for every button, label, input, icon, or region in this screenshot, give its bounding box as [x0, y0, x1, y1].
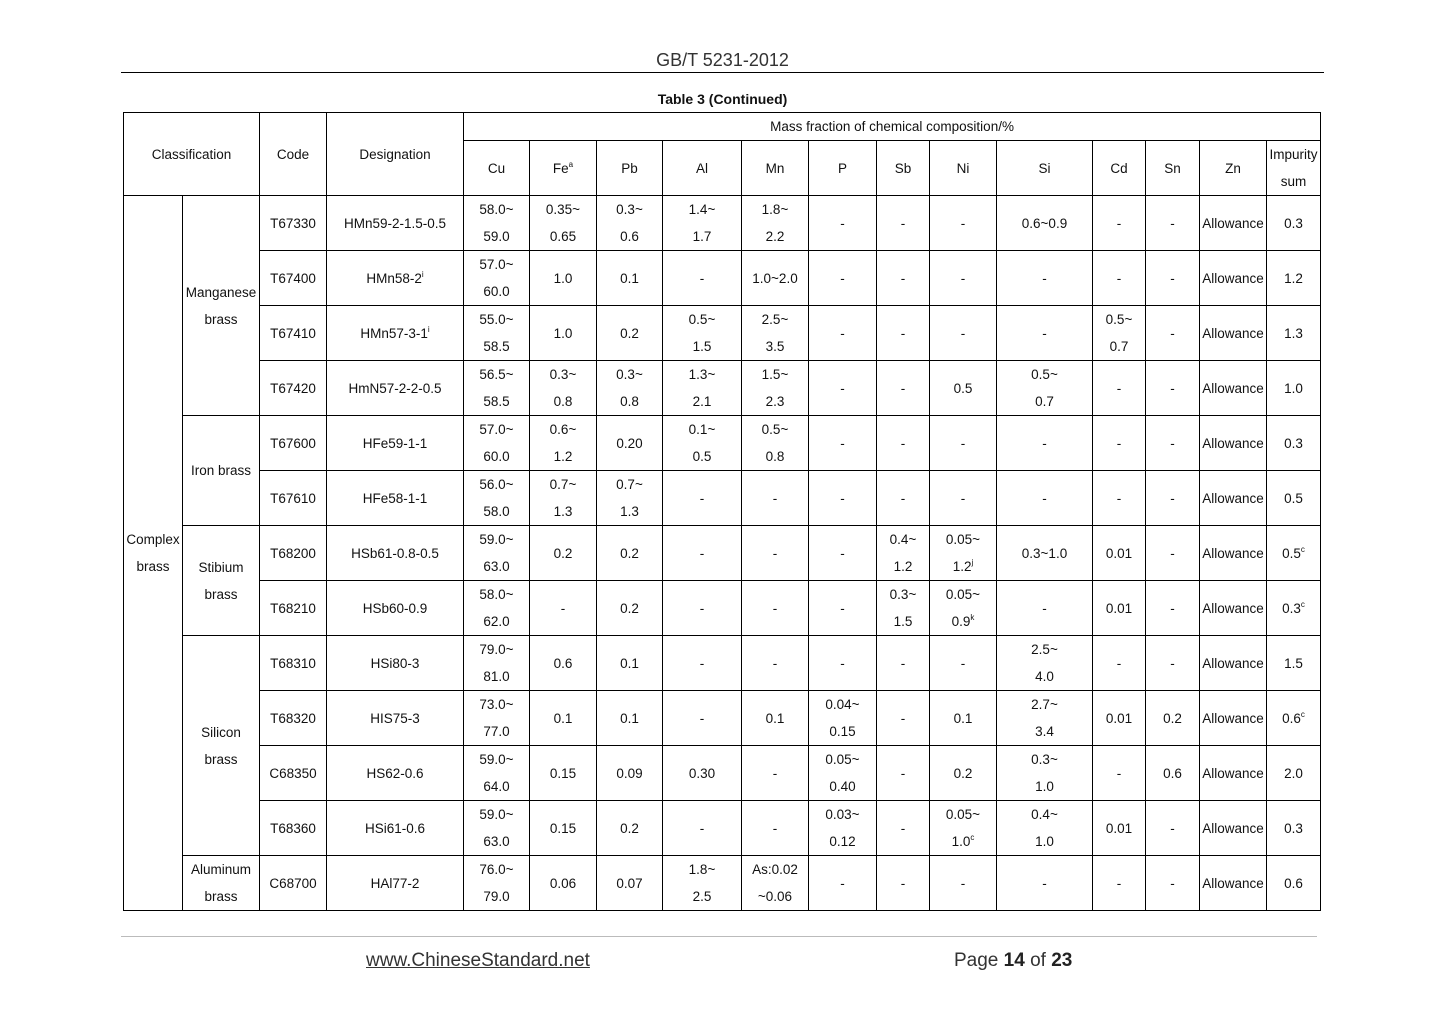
impurity-cell: 0.3$^c$ [1267, 581, 1321, 636]
zn-cell: Allowance [1200, 251, 1267, 306]
si-cell: 2.5~ 4.0 [997, 636, 1093, 691]
cu-cell: 59.0~ 63.0 [464, 526, 530, 581]
pb-cell: 0.1 [597, 691, 663, 746]
code-cell: C68700 [260, 856, 327, 911]
p-cell: 0.04~ 0.15 [809, 691, 877, 746]
fe-cell: - [530, 581, 597, 636]
zn-cell: Allowance [1200, 361, 1267, 416]
header-sn: Sn [1146, 141, 1200, 196]
cu-cell: 57.0~ 60.0 [464, 251, 530, 306]
code-cell: T68210 [260, 581, 327, 636]
cd-cell: - [1093, 471, 1146, 526]
header-rule [121, 72, 1324, 73]
header-impurity: Impurity sum [1267, 141, 1321, 196]
cd-cell: 0.01 [1093, 801, 1146, 856]
si-cell: - [997, 581, 1093, 636]
impurity-cell: 0.6 [1267, 856, 1321, 911]
impurity-cell: 0.5$^c$ [1267, 526, 1321, 581]
impurity-cell: 0.3 [1267, 801, 1321, 856]
p-cell: - [809, 471, 877, 526]
cu-cell: 57.0~ 60.0 [464, 416, 530, 471]
mn-cell: - [742, 746, 809, 801]
designation-cell: HMn59-2-1.5-0.5 [327, 196, 464, 251]
page-indicator: Page 14 of 23 [954, 950, 1073, 971]
website-link[interactable]: www.ChineseStandard.net [366, 950, 590, 971]
al-cell: - [663, 691, 742, 746]
mn-cell: - [742, 526, 809, 581]
header-cd: Cd [1093, 141, 1146, 196]
footer-rule [121, 936, 1317, 937]
header-cu: Cu [464, 141, 530, 196]
al-cell: - [663, 636, 742, 691]
cd-cell: 0.01 [1093, 691, 1146, 746]
zn-cell: Allowance [1200, 581, 1267, 636]
zn-cell: Allowance [1200, 306, 1267, 361]
header-al: Al [663, 141, 742, 196]
cd-cell: - [1093, 636, 1146, 691]
sb-cell: - [877, 471, 930, 526]
designation-cell: HMn58-2$^i$ [327, 251, 464, 306]
zn-cell: Allowance [1200, 856, 1267, 911]
group-stibium-brass: Stibium brass [183, 526, 260, 636]
table-row [124, 691, 1321, 746]
cu-cell: 58.0~ 59.0 [464, 196, 530, 251]
sn-cell: - [1146, 251, 1200, 306]
mn-cell: - [742, 801, 809, 856]
zn-cell: Allowance [1200, 636, 1267, 691]
si-cell: 0.4~ 1.0 [997, 801, 1093, 856]
header-mn: Mn [742, 141, 809, 196]
document-id: GB/T 5231-2012 [656, 50, 789, 70]
mn-cell: - [742, 581, 809, 636]
cd-cell: - [1093, 856, 1146, 911]
p-cell: - [809, 856, 877, 911]
designation-cell: HSb61-0.8-0.5 [327, 526, 464, 581]
cd-cell: 0.01 [1093, 526, 1146, 581]
fe-cell: 0.6~ 1.2 [530, 416, 597, 471]
group-silicon-brass: Silicon brass [183, 636, 260, 856]
header-code: Code [260, 113, 327, 196]
fe-cell: 1.0 [530, 251, 597, 306]
cu-cell: 59.0~ 63.0 [464, 801, 530, 856]
pb-cell: 0.1 [597, 636, 663, 691]
p-cell: - [809, 196, 877, 251]
sb-cell: - [877, 251, 930, 306]
code-cell: T68310 [260, 636, 327, 691]
table-row [124, 581, 1321, 636]
pb-cell: 0.07 [597, 856, 663, 911]
p-cell: - [809, 361, 877, 416]
code-cell: T67410 [260, 306, 327, 361]
si-cell: - [997, 416, 1093, 471]
al-cell: 0.30 [663, 746, 742, 801]
cd-cell: 0.01 [1093, 581, 1146, 636]
designation-cell: HSi80-3 [327, 636, 464, 691]
fe-cell: 1.0 [530, 306, 597, 361]
impurity-cell: 0.5 [1267, 471, 1321, 526]
pb-cell: 0.2 [597, 801, 663, 856]
sb-cell: - [877, 746, 930, 801]
sb-cell: - [877, 856, 930, 911]
table-row [124, 856, 1321, 911]
sb-cell: 0.4~ 1.2 [877, 526, 930, 581]
sb-cell: - [877, 636, 930, 691]
header-pb: Pb [597, 141, 663, 196]
zn-cell: Allowance [1200, 746, 1267, 801]
sn-cell: - [1146, 416, 1200, 471]
ni-cell: 0.05~ 0.9$^k$ [930, 581, 997, 636]
table-row [124, 636, 1321, 691]
al-cell: 1.4~ 1.7 [663, 196, 742, 251]
sb-cell: - [877, 361, 930, 416]
designation-cell: HSi61-0.6 [327, 801, 464, 856]
pb-cell: 0.1 [597, 251, 663, 306]
cd-cell: - [1093, 251, 1146, 306]
fe-cell: 0.2 [530, 526, 597, 581]
designation-cell: HmN57-2-2-0.5 [327, 361, 464, 416]
header-zn: Zn [1200, 141, 1267, 196]
p-cell: - [809, 306, 877, 361]
sn-cell: - [1146, 306, 1200, 361]
code-cell: T68200 [260, 526, 327, 581]
pb-cell: 0.09 [597, 746, 663, 801]
si-cell: - [997, 306, 1093, 361]
ni-cell: - [930, 416, 997, 471]
designation-cell: HSb60-0.9 [327, 581, 464, 636]
al-cell: 0.5~ 1.5 [663, 306, 742, 361]
fe-cell: 0.3~ 0.8 [530, 361, 597, 416]
zn-cell: Allowance [1200, 196, 1267, 251]
sb-cell: - [877, 416, 930, 471]
al-cell: - [663, 251, 742, 306]
sn-cell: 0.2 [1146, 691, 1200, 746]
table-row [124, 526, 1321, 581]
mn-cell: 1.8~ 2.2 [742, 196, 809, 251]
mn-cell: 2.5~ 3.5 [742, 306, 809, 361]
code-cell: T67400 [260, 251, 327, 306]
fe-cell: 0.15 [530, 801, 597, 856]
pb-cell: 0.2 [597, 581, 663, 636]
al-cell: - [663, 801, 742, 856]
code-cell: T67610 [260, 471, 327, 526]
impurity-cell: 0.3 [1267, 196, 1321, 251]
sn-cell: - [1146, 636, 1200, 691]
p-cell: - [809, 636, 877, 691]
ni-cell: 0.2 [930, 746, 997, 801]
group-iron-brass: Iron brass [183, 416, 260, 526]
table-row [124, 251, 1321, 306]
table-row [124, 471, 1321, 526]
code-cell: T67330 [260, 196, 327, 251]
mn-cell: - [742, 636, 809, 691]
header-mass-fraction: Mass fraction of chemical composition/% [464, 113, 1321, 141]
impurity-cell: 0.6$^c$ [1267, 691, 1321, 746]
header-p: P [809, 141, 877, 196]
pb-cell: 0.3~ 0.6 [597, 196, 663, 251]
sb-cell: - [877, 306, 930, 361]
ni-cell: 0.1 [930, 691, 997, 746]
si-cell: 0.6~0.9 [997, 196, 1093, 251]
composition-table [123, 112, 1321, 911]
zn-cell: Allowance [1200, 801, 1267, 856]
cd-cell: - [1093, 196, 1146, 251]
code-cell: T68360 [260, 801, 327, 856]
sn-cell: 0.6 [1146, 746, 1200, 801]
code-cell: T68320 [260, 691, 327, 746]
impurity-cell: 0.3 [1267, 416, 1321, 471]
impurity-cell: 1.5 [1267, 636, 1321, 691]
cu-cell: 56.5~ 58.5 [464, 361, 530, 416]
header-fe: Fe$^a$ [530, 141, 597, 196]
ni-cell: - [930, 471, 997, 526]
ni-cell: 0.05~ 1.0$^c$ [930, 801, 997, 856]
si-cell: - [997, 471, 1093, 526]
table-row [124, 416, 1321, 471]
sn-cell: - [1146, 581, 1200, 636]
sn-cell: - [1146, 471, 1200, 526]
fe-cell: 0.15 [530, 746, 597, 801]
al-cell: 1.8~ 2.5 [663, 856, 742, 911]
p-cell: - [809, 581, 877, 636]
pb-cell: 0.3~ 0.8 [597, 361, 663, 416]
cd-cell: - [1093, 361, 1146, 416]
table-row [124, 361, 1321, 416]
cu-cell: 58.0~ 62.0 [464, 581, 530, 636]
cu-cell: 59.0~ 64.0 [464, 746, 530, 801]
table-row [124, 746, 1321, 801]
sn-cell: - [1146, 801, 1200, 856]
impurity-cell: 1.0 [1267, 361, 1321, 416]
pb-cell: 0.20 [597, 416, 663, 471]
designation-cell: HFe58-1-1 [327, 471, 464, 526]
header-ni: Ni [930, 141, 997, 196]
sb-cell: - [877, 196, 930, 251]
si-cell: 0.5~ 0.7 [997, 361, 1093, 416]
al-cell: 0.1~ 0.5 [663, 416, 742, 471]
group-aluminum-brass: Aluminum brass [183, 856, 260, 911]
si-cell: 0.3~ 1.0 [997, 746, 1093, 801]
designation-cell: HMn57-3-1$^i$ [327, 306, 464, 361]
header-sb: Sb [877, 141, 930, 196]
cu-cell: 73.0~ 77.0 [464, 691, 530, 746]
mn-cell: As:0.02 ~0.06 [742, 856, 809, 911]
ni-cell: - [930, 856, 997, 911]
mn-cell: 0.5~ 0.8 [742, 416, 809, 471]
table-row [124, 196, 1321, 251]
impurity-cell: 2.0 [1267, 746, 1321, 801]
sn-cell: - [1146, 526, 1200, 581]
al-cell: - [663, 581, 742, 636]
mn-cell: - [742, 471, 809, 526]
al-cell: - [663, 526, 742, 581]
ni-cell: - [930, 636, 997, 691]
group-complex-brass: Complex brass [124, 196, 183, 911]
sb-cell: - [877, 801, 930, 856]
pb-cell: 0.7~ 1.3 [597, 471, 663, 526]
header-classification: Classification [124, 113, 260, 196]
designation-cell: HS62-0.6 [327, 746, 464, 801]
ni-cell: - [930, 251, 997, 306]
zn-cell: Allowance [1200, 471, 1267, 526]
fe-cell: 0.35~ 0.65 [530, 196, 597, 251]
si-cell: 0.3~1.0 [997, 526, 1093, 581]
al-cell: 1.3~ 2.1 [663, 361, 742, 416]
cu-cell: 79.0~ 81.0 [464, 636, 530, 691]
sn-cell: - [1146, 856, 1200, 911]
sn-cell: - [1146, 196, 1200, 251]
ni-cell: 0.5 [930, 361, 997, 416]
code-cell: T67600 [260, 416, 327, 471]
table-caption: Table 3 (Continued) [657, 91, 788, 107]
zn-cell: Allowance [1200, 526, 1267, 581]
group-manganese-brass: Manganese brass [183, 196, 260, 416]
p-cell: - [809, 416, 877, 471]
sb-cell: 0.3~ 1.5 [877, 581, 930, 636]
designation-cell: HIS75-3 [327, 691, 464, 746]
cd-cell: - [1093, 746, 1146, 801]
header-si: Si [997, 141, 1093, 196]
cd-cell: - [1093, 416, 1146, 471]
pb-cell: 0.2 [597, 306, 663, 361]
cu-cell: 76.0~ 79.0 [464, 856, 530, 911]
designation-cell: HAl77-2 [327, 856, 464, 911]
p-cell: 0.05~ 0.40 [809, 746, 877, 801]
fe-cell: 0.1 [530, 691, 597, 746]
mn-cell: 1.5~ 2.3 [742, 361, 809, 416]
impurity-cell: 1.3 [1267, 306, 1321, 361]
table-row [124, 306, 1321, 361]
table-row [124, 801, 1321, 856]
cu-cell: 56.0~ 58.0 [464, 471, 530, 526]
p-cell: - [809, 251, 877, 306]
si-cell: 2.7~ 3.4 [997, 691, 1093, 746]
p-cell: 0.03~ 0.12 [809, 801, 877, 856]
code-cell: T67420 [260, 361, 327, 416]
mn-cell: 0.1 [742, 691, 809, 746]
fe-cell: 0.7~ 1.3 [530, 471, 597, 526]
cd-cell: 0.5~ 0.7 [1093, 306, 1146, 361]
cu-cell: 55.0~ 58.5 [464, 306, 530, 361]
code-cell: C68350 [260, 746, 327, 801]
designation-cell: HFe59-1-1 [327, 416, 464, 471]
ni-cell: - [930, 306, 997, 361]
ni-cell: - [930, 196, 997, 251]
ni-cell: 0.05~ 1.2$^j$ [930, 526, 997, 581]
sb-cell: - [877, 691, 930, 746]
al-cell: - [663, 471, 742, 526]
si-cell: - [997, 251, 1093, 306]
fe-cell: 0.06 [530, 856, 597, 911]
header-designation: Designation [327, 113, 464, 196]
impurity-cell: 1.2 [1267, 251, 1321, 306]
pb-cell: 0.2 [597, 526, 663, 581]
sn-cell: - [1146, 361, 1200, 416]
si-cell: - [997, 856, 1093, 911]
p-cell: - [809, 526, 877, 581]
zn-cell: Allowance [1200, 691, 1267, 746]
zn-cell: Allowance [1200, 416, 1267, 471]
fe-cell: 0.6 [530, 636, 597, 691]
mn-cell: 1.0~2.0 [742, 251, 809, 306]
